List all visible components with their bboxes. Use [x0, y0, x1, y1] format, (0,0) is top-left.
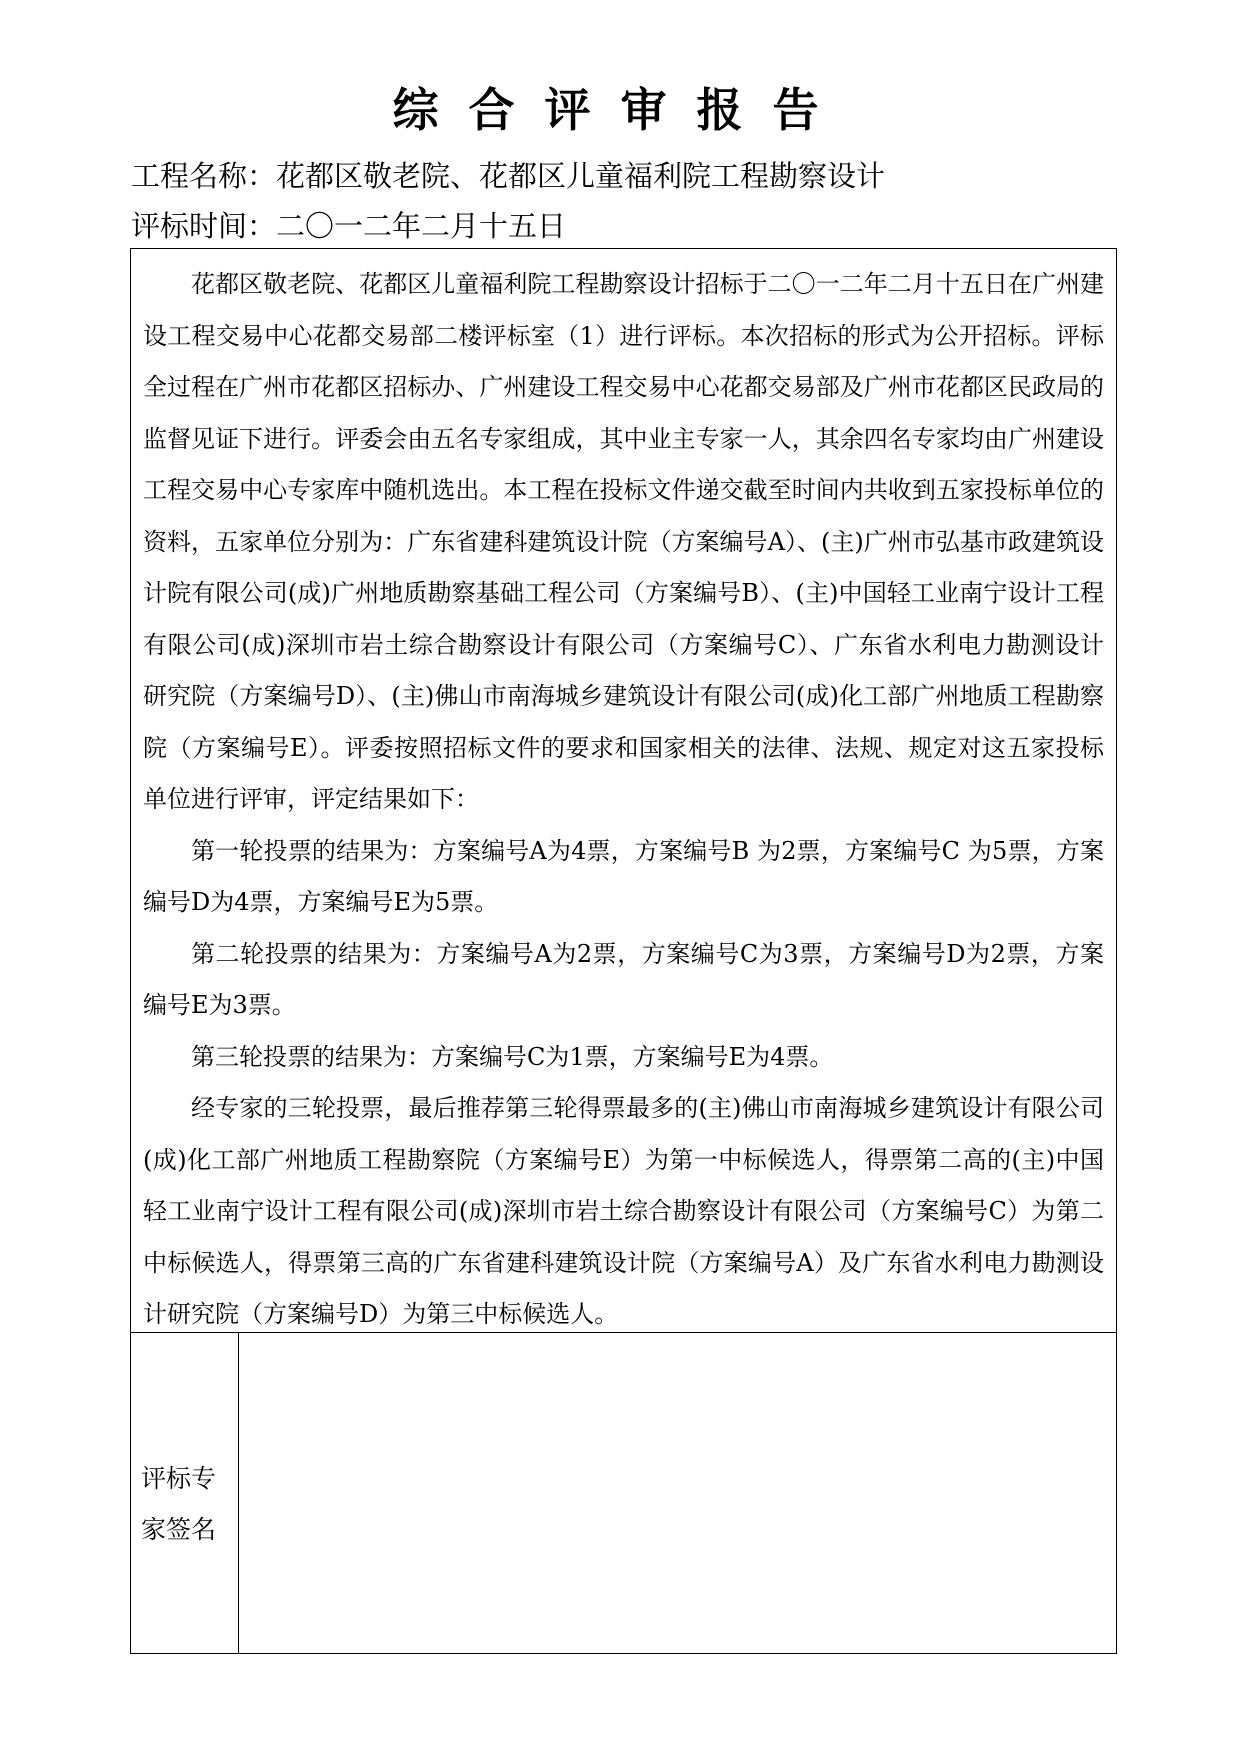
round-one-paragraph: 第一轮投票的结果为：方案编号A为4票，方案编号B 为2票，方案编号C 为5票，方案编号D为4票，方案编号E为5票。: [143, 836, 1104, 916]
conclusion-paragraph: 经专家的三轮投票，最后推荐第三轮得票最多的(主)佛山市南海城乡建筑设计有限公司(成)化工部广州地质工程勘察院（方案编号E）为第一中标候选人，得票第二高的(主)中国轻工业南宁设计工程有限公司(成)深圳市岩土综合勘察设计有限公司（方案编号C）为第二中标候选人，得票第三高的广东省建科建筑设计院（方案编号A）及广东省水利电力勘测设计研究院（方案编号D）为第三中标候选人。: [143, 1094, 1104, 1328]
report-title: 综合评审报告: [392, 83, 849, 137]
round-two-paragraph: 第二轮投票的结果为：方案编号A为2票，方案编号C为3票，方案编号D为2票，方案编号E为3票。: [143, 939, 1104, 1019]
intro-paragraph: 花都区敬老院、花都区儿童福利院工程勘察设计招标于二〇一二年二月十五日在广州建设工程交易中心花都交易部二楼评标室（1）进行评标。本次招标的形式为公开招标。评标全过程在广州市花都区招标办、广州建设工程交易中心花都交易部及广州市花都区民政局的监督见证下进行。评委会由五名专家组成，其中业主专家一人，其余四名专家均由广州建设工程交易中心专家库中随机选出。本工程在投标文件递交截至时间内共收到五家投标单位的资料，五家单位分别为：广东省建科建筑设计院（方案编号A）、(主)广州市弘基市政建筑设计院有限公司(成)广州地质勘察基础工程公司（方案编号B）、(主)中国轻工业南宁设计工程有限公司(成)深圳市岩土综合勘察设计有限公司（方案编号C）、广东省水利电力勘测设计研究院（方案编号D）、(主)佛山市南海城乡建筑设计有限公司(成)化工部广州地质工程勘察院（方案编号E）。评委按照招标文件的要求和国家相关的法律、法规、规定对这五家投标单位进行评审，评定结果如下：: [143, 270, 1104, 813]
report-table: [130, 248, 1117, 1654]
signature-label-cell: [131, 1333, 239, 1654]
report-body-cell: [131, 249, 1116, 1332]
signature-area: [239, 1333, 1116, 1654]
project-name-line: 工程名称：花都区敬老院、花都区儿童福利院工程勘察设计: [131, 159, 886, 193]
signature-label: 评标专家签名: [141, 1464, 217, 1544]
round-three-paragraph: 第三轮投票的结果为：方案编号C为1票，方案编号E为4票。: [191, 1042, 834, 1071]
signature-row: [131, 1332, 1116, 1654]
evaluation-time-line: 评标时间：二〇一二年二月十五日: [131, 209, 567, 243]
